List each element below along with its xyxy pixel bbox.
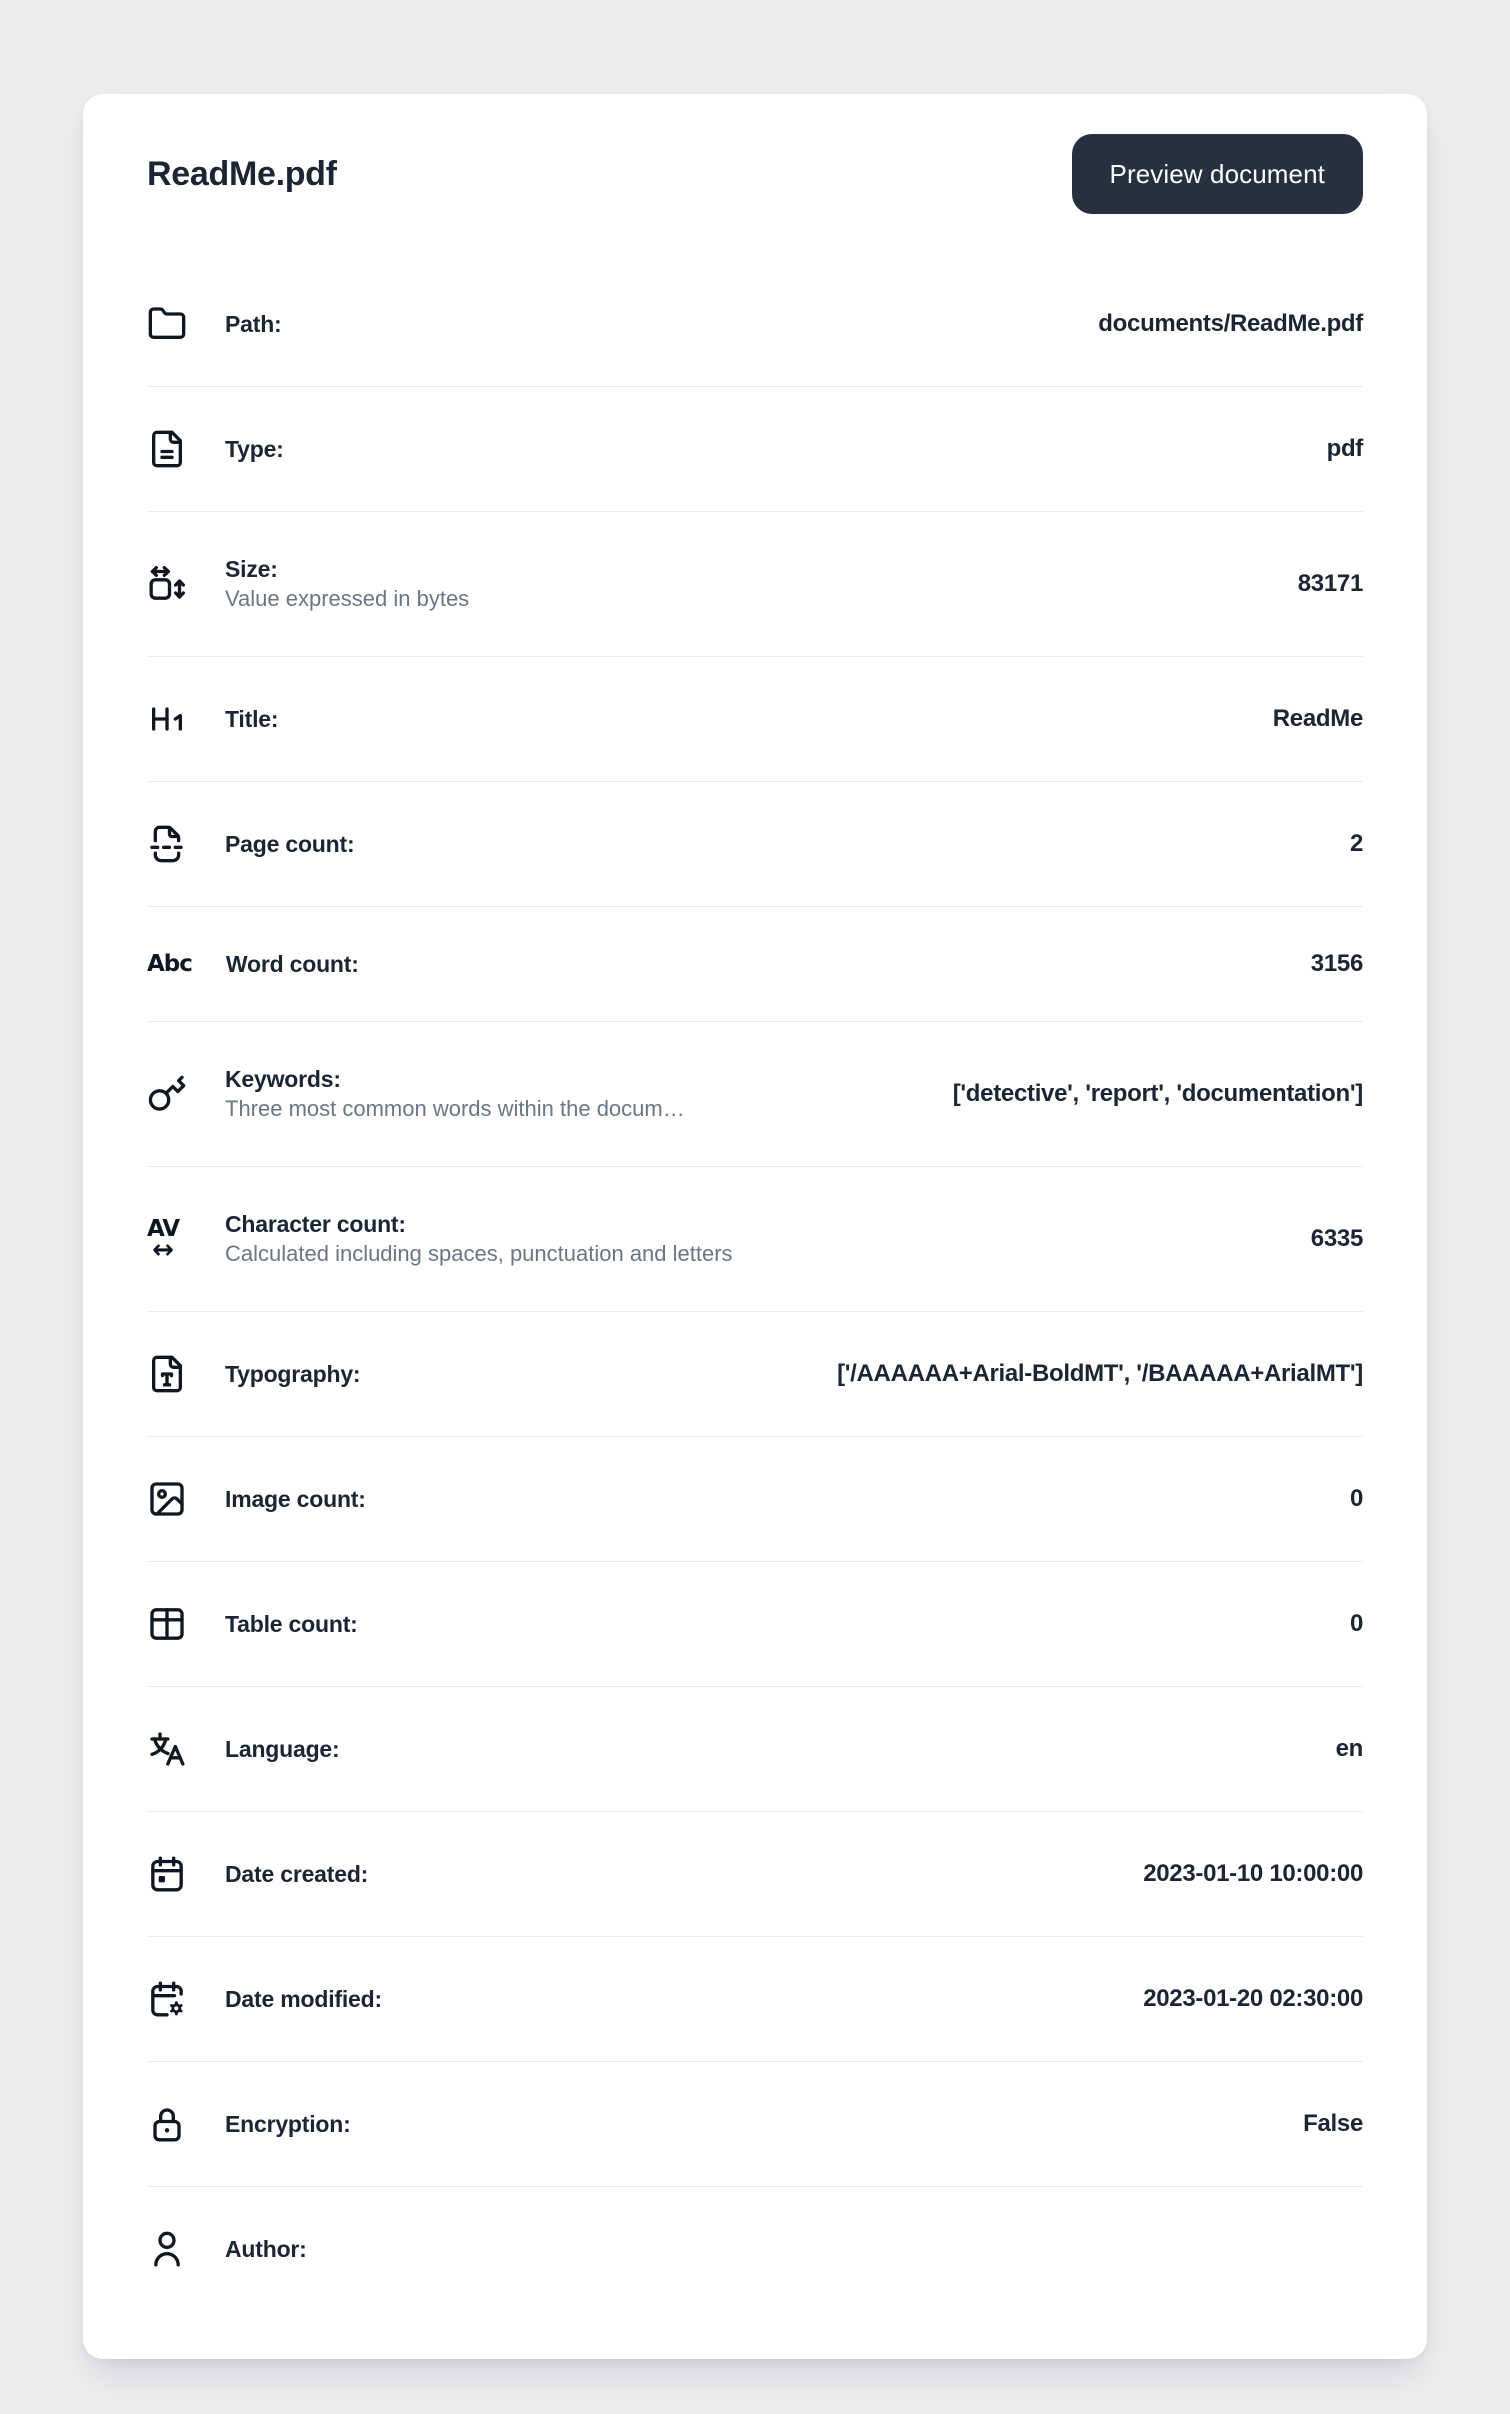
row-character-count: [147, 1167, 1363, 1312]
field-label: Image count:: [225, 1486, 366, 1512]
field-value: 2023-01-20 02:30:00: [1143, 1985, 1363, 2012]
field-value: 3156: [1310, 950, 1363, 977]
calendar-created-icon: [147, 1854, 191, 1894]
row-size: [147, 512, 1363, 657]
calendar-cog-icon: [147, 1979, 191, 2019]
row-type: [147, 387, 1363, 512]
field-label: Table count:: [225, 1611, 358, 1637]
row-page-count: [147, 782, 1363, 907]
folder-icon: [147, 304, 191, 344]
field-description: Three most common words within the docum…: [225, 1096, 685, 1121]
field-value: documents/ReadMe.pdf: [1098, 310, 1363, 337]
field-value: ReadMe: [1272, 705, 1363, 732]
field-label: Title:: [225, 706, 279, 732]
field-value: 2023-01-10 10:00:00: [1143, 1860, 1363, 1887]
field-description: Calculated including spaces, punctuation and letters: [225, 1241, 733, 1266]
field-description: Value expressed in bytes: [225, 586, 470, 611]
row-word-count: [147, 907, 1363, 1022]
file-type-icon: [147, 1354, 191, 1394]
field-value: False: [1303, 2110, 1363, 2137]
card-header: [147, 134, 1363, 214]
row-title: [147, 657, 1363, 782]
page-count-icon: [147, 824, 191, 864]
field-label: Path:: [225, 311, 282, 337]
table-icon: [147, 1604, 191, 1644]
character-spacing-icon: AV ↔: [147, 1216, 180, 1266]
field-label: Word count:: [225, 951, 359, 977]
field-value: pdf: [1326, 435, 1363, 462]
row-image-count: [147, 1437, 1363, 1562]
field-label: Date modified:: [225, 1986, 382, 2012]
field-label: Typography:: [225, 1361, 361, 1387]
heading-1-icon: [147, 699, 191, 739]
image-icon: [147, 1479, 191, 1519]
field-value: 0: [1349, 1485, 1363, 1512]
field-value: 83171: [1297, 570, 1363, 597]
user-icon: [147, 2229, 191, 2269]
file-text-icon: [147, 429, 191, 469]
metadata-rows: [147, 262, 1363, 2311]
field-value: ['detective', 'report', 'documentation']: [952, 1080, 1363, 1107]
field-label: Encryption:: [225, 2111, 351, 2137]
row-date-created: [147, 1812, 1363, 1937]
field-value: 0: [1349, 1610, 1363, 1637]
field-value: 2: [1349, 830, 1363, 857]
row-date-modified: [147, 1937, 1363, 2062]
field-label: Size:: [225, 556, 278, 582]
field-value: ['/AAAAAA+Arial-BoldMT', '/BAAAAA+ArialMT']: [837, 1360, 1363, 1387]
field-value: 6335: [1310, 1225, 1363, 1252]
preview-document-button[interactable]: Preview document: [1072, 134, 1363, 214]
row-table-count: [147, 1562, 1363, 1687]
row-language: [147, 1687, 1363, 1812]
field-label: Keywords:: [225, 1066, 341, 1092]
row-author: [147, 2187, 1363, 2311]
field-label: Type:: [225, 436, 284, 462]
field-label: Character count:: [225, 1211, 406, 1237]
field-label: Page count:: [225, 831, 355, 857]
row-typography: [147, 1312, 1363, 1437]
page-title: ReadMe.pdf: [147, 154, 337, 193]
field-label: Author:: [225, 2236, 307, 2262]
row-keywords: [147, 1022, 1363, 1167]
languages-icon: [147, 1729, 191, 1769]
row-encryption: [147, 2062, 1363, 2187]
field-value: en: [1335, 1735, 1363, 1762]
dimensions-icon: [147, 564, 191, 604]
lock-icon: [147, 2104, 191, 2144]
document-metadata-card: [83, 94, 1427, 2359]
key-icon: [147, 1074, 191, 1114]
abc-text-icon: Abc: [147, 950, 192, 977]
field-label: Date created:: [225, 1861, 369, 1887]
field-label: Language:: [225, 1736, 340, 1762]
row-path: [147, 262, 1363, 387]
